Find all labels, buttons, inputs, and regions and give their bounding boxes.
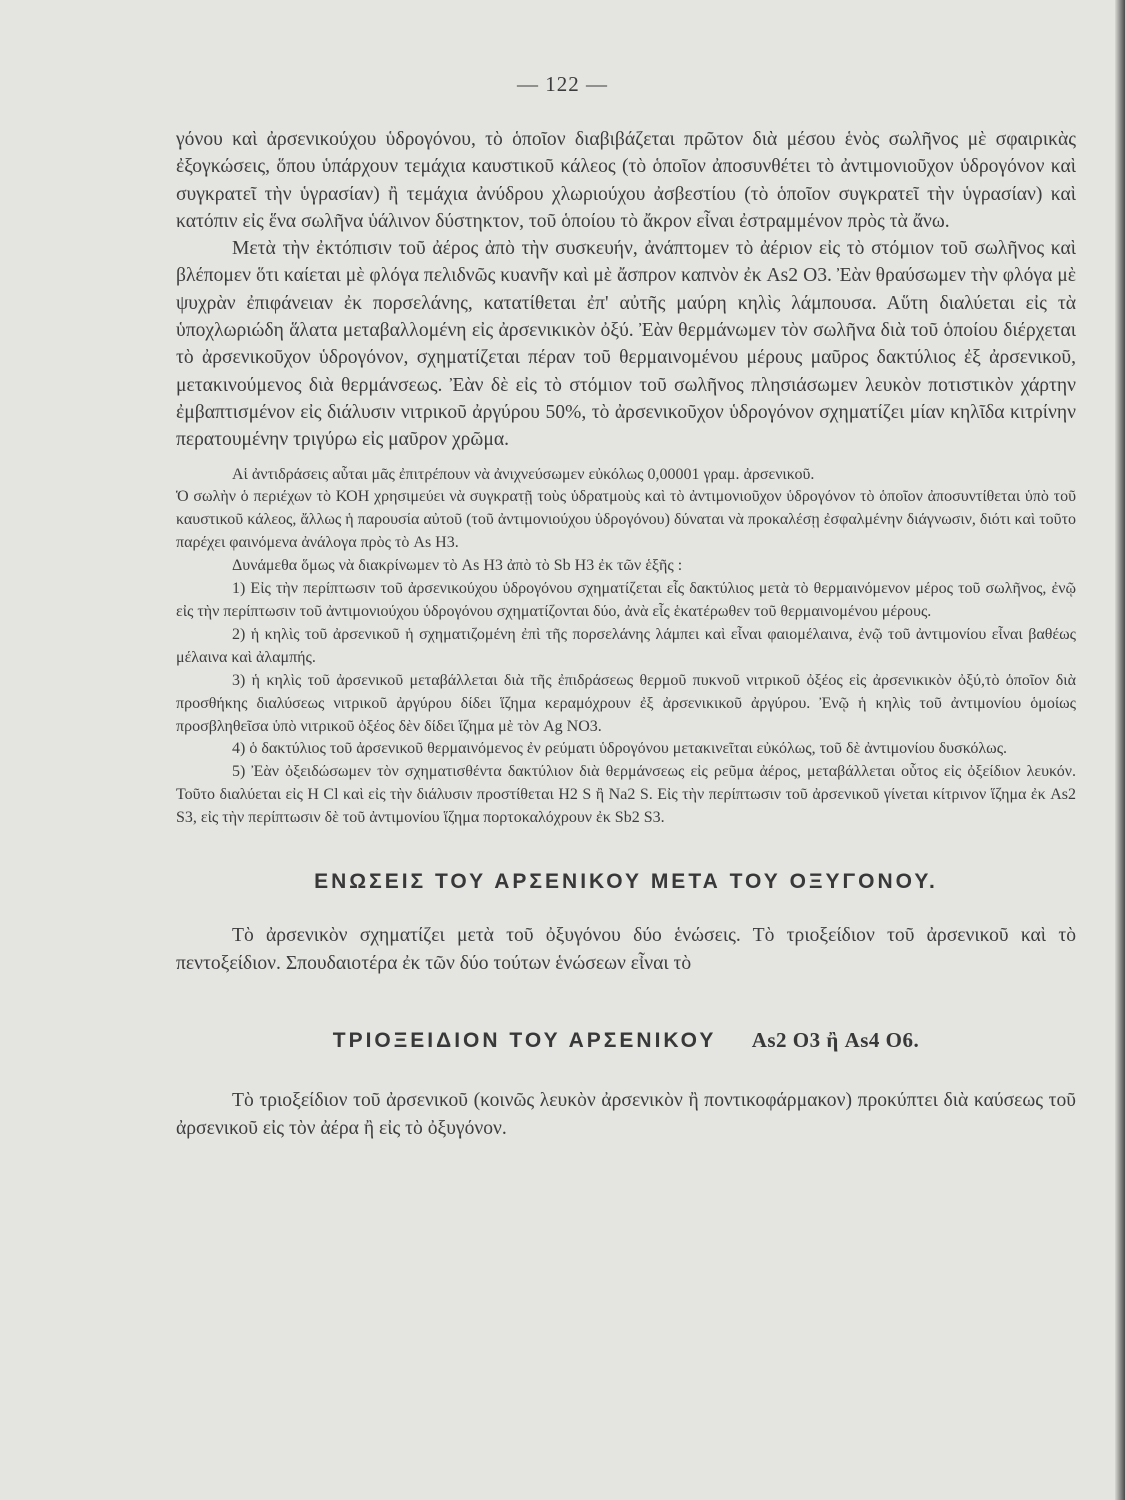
page-number: — 122 — (517, 72, 608, 96)
page-content (176, 126, 1076, 1143)
notes-section (176, 464, 1076, 831)
section-1-text (176, 922, 1076, 978)
list-item: 2) ἡ κηλὶς τοῦ ἀρσενικοῦ ἡ σχηματιζομένη ἐπὶ τῆς πορσελάνης λάμπει καὶ εἶναι φαιομέλαινα, ἐνῷ τοῦ ἀντιμονίου εἶναι βαθέως μέλαινα καὶ ἀλαμπής. (176, 625, 1076, 666)
list-item: 1) Εἰς τὴν περίπτωσιν τοῦ ἀρσενικούχου ὑδρογόνου σχηματίζεται εἷς δακτύλιος μετὰ τὸ θερμαινόμενον μέρος τοῦ σωλῆνος, ἐνῷ εἰς τὴν περίπτωσιν τοῦ ἀντιμονιούχου ὑδρογόνου σχηματίζονται δύο, ἀνὰ εἷς ἑκατέρωθεν τοῦ θερμαινομένου μέρους. (176, 580, 1076, 620)
body-paragraph: Μετὰ τὴν ἐκτόπισιν τοῦ ἀέρος ἀπὸ τὴν συσκευήν, ἀνάπτομεν τὸ ἀέριον εἰς τὸ στόμιον τοῦ σωλῆνος καὶ βλέπομεν ὅτι καίεται μὲ φλόγα πελιδνῶς κυανῆν καὶ μὲ ἄσπρον καπνὸν ἐκ As2 O3. Ἐὰν θραύσωμεν τὴν φλόγα μὲ ψυχρὰν ἐπιφάνειαν ἐκ πορσελάνης, κατατίθεται ἐπ' αὐτῆς μαύρη κηλὶς λάμπουσα. Αὕτη διαλύεται εἰς τὰ ὑποχλωριώδη ἅλατα μεταβαλλομένη εἰς ἀρσενικικὸν ὀξύ. Ἐὰν θερμάνωμεν τὸν σωλῆνα διὰ τοῦ ὁποίου διέρχεται τὸ ἀρσενικοῦχον ὑδρογόνον, σχηματίζεται πέραν τοῦ θερμαινομένου μέρους μαῦρος δακτύλιος ἐξ ἀρσενικοῦ, μετακινούμενος διὰ θερμάνσεως. Ἐὰν δὲ εἰς τὸ στόμιον τοῦ σωλῆνος πλησιάσωμεν λευκὸν ποτιστικὸν χάρτην ἐμβαπτισμένον εἰς διάλυσιν νιτρικοῦ ἀργύρου 50%, τὸ ἀρσενικοῦχον ὑδρογόνον σχηματίζει μίαν κηλῖδα κιτρίνην περατουμένην τριγύρω εἰς μαῦρον χρῶμα. (176, 238, 1076, 451)
note-paragraph: Ὁ σωλὴν ὁ περιέχων τὸ ΚΟΗ χρησιμεύει νὰ συγκρατῇ τοὺς ὑδρατμοὺς καὶ τὸ ἀντιμονιοῦχον ὑδρογόνον τὸ ὁποῖον ἀποσυντίθεται ὑπὸ τοῦ καυστικοῦ κάλεος, ἄλλως ἡ παρουσία αὐτοῦ (τοῦ ἀντιμονιούχου ὑδρογόνου) δύναται νὰ προκαλέσῃ ἐσφαλμένην διάγνωσιν, διότι καὶ τοῦτο παρέχει φαινόμενα ἀνάλογα πρὸς τὸ As H3. (176, 488, 1076, 552)
list-item: 4) ὁ δακτύλιος τοῦ ἀρσενικοῦ θερμαινόμενος ἐν ρεύματι ὑδρογόνου μετακινεῖται εὐκόλως, τοῦ δὲ ἀντιμονίου δυσκόλως. (232, 740, 1008, 758)
chemical-formula: As2 O3 ἢ As4 O6. (751, 1028, 920, 1053)
body-text (176, 126, 1076, 454)
section-heading-oxygen-compounds: ΕΝΩΣΕΙΣ ΤΟΥ ΑΡΣΕΝΙΚΟΥ ΜΕΤΑ ΤΟΥ ΟΞΥΓΟΝΟΥ. (314, 870, 938, 894)
page-edge-shadow (1115, 0, 1125, 1500)
section-heading-trioxide (176, 1028, 1076, 1053)
section-heading-title: ΤΡΙΟΞΕΙΔΙΟΝ ΤΟΥ ΑΡΣΕΝΙΚΟΥ (332, 1029, 717, 1053)
body-paragraph: γόνου καὶ ἀρσενικούχου ὑδρογόνου, τὸ ὁποῖον διαβιβάζεται πρῶτον διὰ μέσου ἑνὸς σωλῆνος μὲ σφαιρικὰς ἐξογκώσεις, ὅπου ὑπάρχουν τεμάχια καυστικοῦ κάλεος (τὸ ὁποῖον ἀποσυνθέτει τὸ ἀντιμονιοῦχον ὑδρογόνον καὶ συγκρατεῖ τὴν ὑγρασίαν) ἢ τεμάχια ἀνύδρου χλωριούχου ἀσβεστίου (τὸ ὁποῖον συγκρατεῖ τὴν ὑγρασίαν) καὶ κατόπιν εἰς ἕνα σωλῆνα ὑάλινον δύστηκτον, τοῦ ὁποίου τὸ ἄκρον εἶναι ἐστραμμένον πρὸς τὰ ἄνω. (176, 129, 1076, 232)
page-header (0, 72, 1125, 97)
list-item: 5) Ἐὰν ὀξειδώσωμεν τὸν σχηματισθέντα δακτύλιον διὰ θερμάνσεως εἰς ρεῦμα ἀέρος, μεταβάλλεται οὗτος εἰς ὀξείδιον λευκόν. Τοῦτο διαλύεται εἰς H Cl καὶ εἰς τὴν διάλυσιν προστίθεται H2 S ἢ Na2 S. Εἰς τὴν περίπτωσιν τοῦ ἀρσενικοῦ γίνεται κίτρινον ἵζημα ἐκ As2 S3, εἰς τὴν περίπτωσιν δὲ τοῦ ἀντιμονίου ἵζημα πορτοκαλόχρουν ἐκ Sb2 S3. (176, 763, 1076, 827)
section-paragraph: Τὸ τριοξείδιον τοῦ ἀρσενικοῦ (κοινῶς λευκὸν ἀρσενικὸν ἢ ποντικοφάρμακον) προκύπτει διὰ καύσεως τοῦ ἀρσενικοῦ εἰς τὸν ἀέρα ἢ εἰς τὸ ὀξυγόνον. (176, 1090, 1076, 1140)
note-paragraph: Αἱ ἀντιδράσεις αὗται μᾶς ἐπιτρέπουν νὰ ἀνιχνεύσωμεν εὐκόλως 0,00001 γραμ. ἀρσενικοῦ. (232, 465, 815, 483)
note-paragraph: Δυνάμεθα ὅμως νὰ διακρίνωμεν τὸ As H3 ἀπὸ τὸ Sb H3 ἐκ τῶν ἑξῆς : (232, 557, 683, 575)
section-paragraph: Τὸ ἀρσενικὸν σχηματίζει μετὰ τοῦ ὀξυγόνου δύο ἑνώσεις. Τὸ τριοξείδιον τοῦ ἀρσενικοῦ καὶ τὸ πεντοξείδιον. Σπουδαιοτέρα ἐκ τῶν δύο τούτων ἑνώσεων εἶναι τὸ (176, 925, 1076, 975)
list-item: 3) ἡ κηλὶς τοῦ ἀρσενικοῦ μεταβάλλεται διὰ τῆς ἐπιδράσεως θερμοῦ πυκνοῦ νιτρικοῦ ὀξέος εἰς ἀρσενικικὸν ὀξύ,τὸ ὁποῖον διὰ προσθήκης διαλύσεως νιτρικοῦ ἀργύρου δίδει ἵζημα κεραμόχρουν ἐξ ἀρσενικικοῦ ἀργύρου. Ἐνῷ ἡ κηλὶς τοῦ ἀντιμονίου ὁμοίως προσβληθεῖσα ὑπὸ νιτρικοῦ ὀξέος δὲν δίδει ἵζημα μὲ τὸν Ag NO3. (176, 671, 1076, 735)
section-2-text (176, 1087, 1076, 1143)
